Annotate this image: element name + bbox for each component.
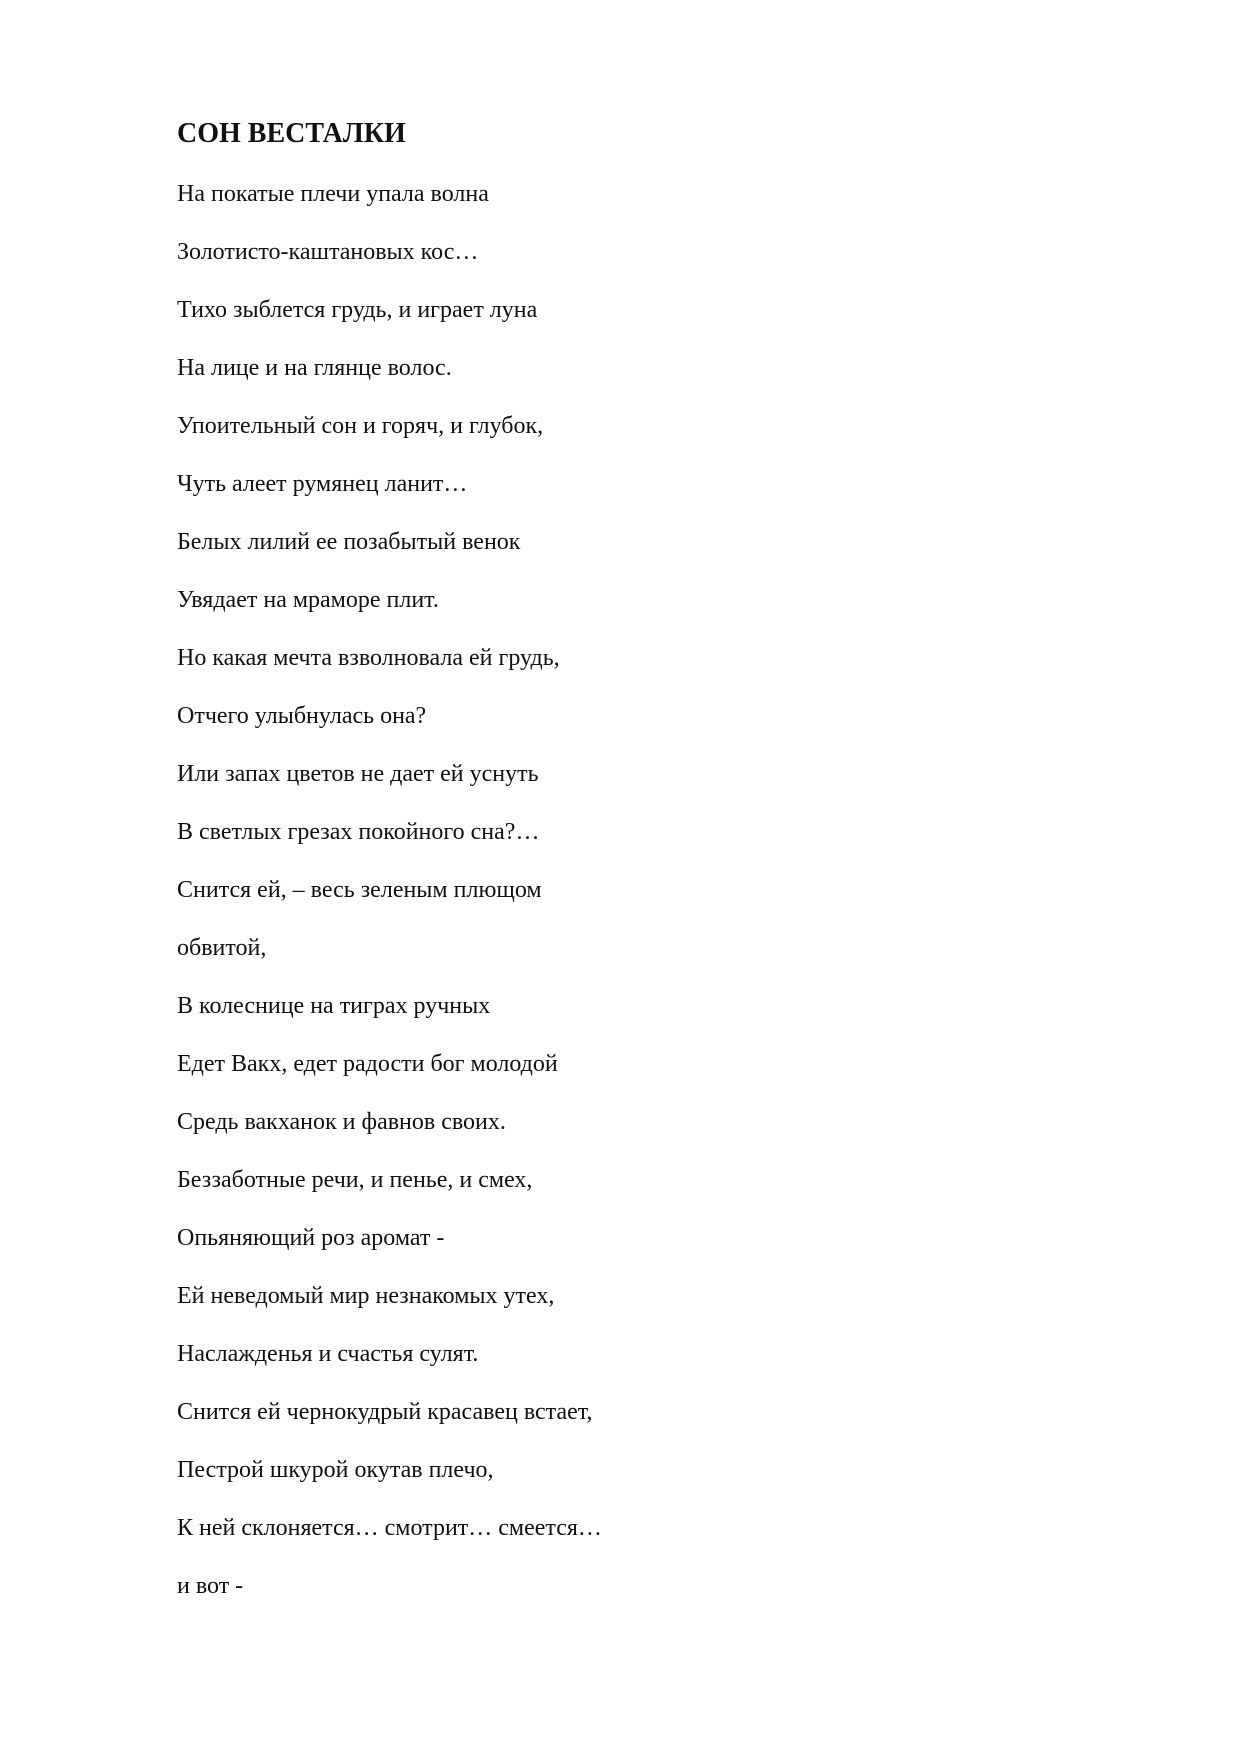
poem-line: Белых лилий ее позабытый венок bbox=[177, 529, 521, 555]
poem-line: Или запах цветов не дает ей уснуть bbox=[177, 761, 539, 787]
poem-body bbox=[177, 177, 602, 1627]
poem-line: Ей неведомый мир незнакомых утех, bbox=[177, 1283, 555, 1309]
poem-line: и вот - bbox=[177, 1573, 244, 1599]
poem-line: Упоительный сон и горяч, и глубок, bbox=[177, 413, 544, 439]
poem-line: Пестрой шкурой окутав плечо, bbox=[177, 1457, 494, 1483]
poem-line: Беззаботные речи, и пенье, и смех, bbox=[177, 1167, 533, 1193]
poem-line: Снится ей, – весь зеленым плющом bbox=[177, 877, 542, 903]
poem-line: Но какая мечта взволновала ей грудь, bbox=[177, 645, 560, 671]
poem-line: Чуть алеет румянец ланит… bbox=[177, 471, 468, 497]
poem-line: Средь вакханок и фавнов своих. bbox=[177, 1109, 506, 1135]
poem-line: Увядает на мраморе плит. bbox=[177, 587, 439, 613]
poem-line: обвитой, bbox=[177, 935, 267, 961]
poem-line: Наслажденья и счастья сулят. bbox=[177, 1341, 479, 1367]
poem-line: Золотисто-каштановых кос… bbox=[177, 239, 479, 265]
poem-line: На покатые плечи упала волна bbox=[177, 181, 489, 207]
poem-title: СОН ВЕСТАЛКИ bbox=[177, 118, 406, 149]
poem-line: Едет Вакх, едет радости бог молодой bbox=[177, 1051, 558, 1077]
poem-line: В колеснице на тиграх ручных bbox=[177, 993, 491, 1019]
poem-line: К ней склоняется… смотрит… смеется… bbox=[177, 1515, 602, 1541]
poem-line: Отчего улыбнулась она? bbox=[177, 703, 427, 729]
poem-line: Снится ей чернокудрый красавец встает, bbox=[177, 1399, 593, 1425]
poem-line: На лице и на глянце волос. bbox=[177, 355, 452, 381]
poem-line: В светлых грезах покойного сна?… bbox=[177, 819, 540, 845]
poem-line: Тихо зыблется грудь, и играет луна bbox=[177, 297, 538, 323]
poem-line: Опьяняющий роз аромат - bbox=[177, 1225, 445, 1251]
